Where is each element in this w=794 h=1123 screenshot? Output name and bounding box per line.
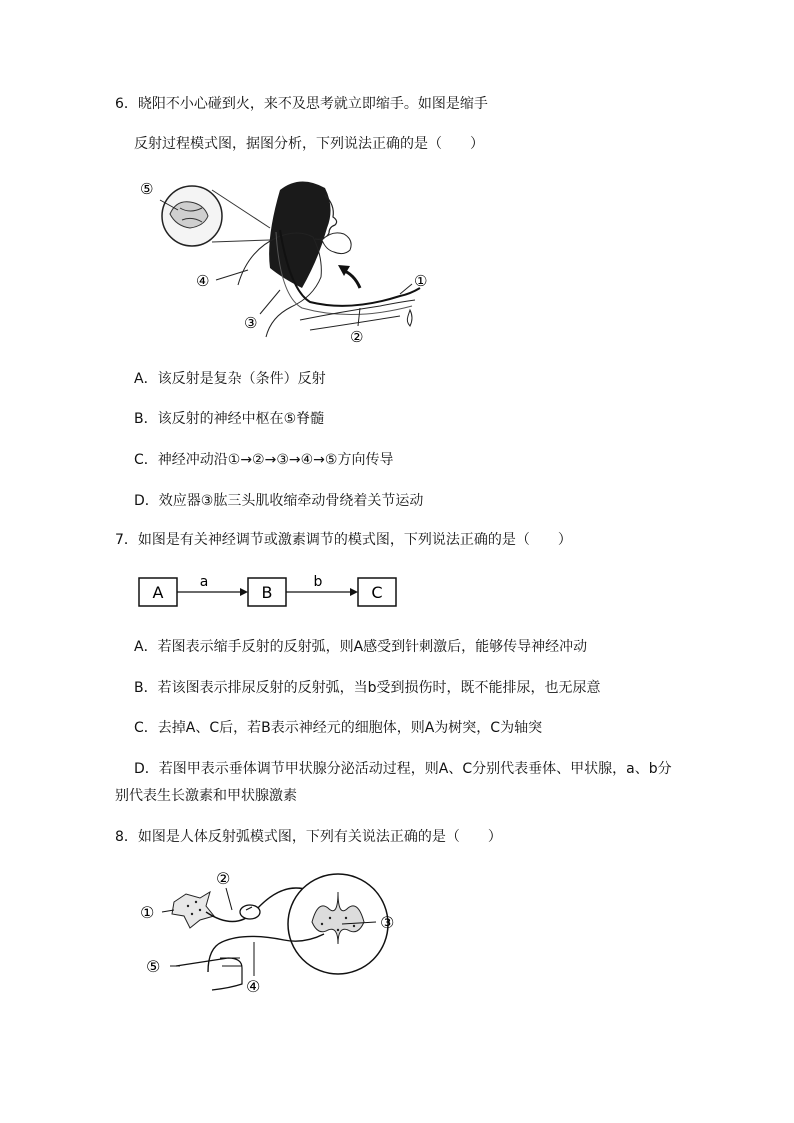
q8-label-3: ③: [380, 913, 395, 932]
q7-arrow-b-label: b: [313, 574, 323, 590]
q7-box-a-label: A: [152, 583, 164, 602]
q6-reflex-figure: [130, 170, 440, 350]
q6-stem-line2: 反射过程模式图，据图分析，下列说法正确的是（ ）: [134, 136, 484, 152]
q6-label-2: ②: [350, 328, 364, 346]
q6-option-b: B．该反射的神经中枢在⑤脊髓: [134, 411, 325, 427]
q8-stem: 8．如图是人体反射弧模式图，下列有关说法正确的是（ ）: [115, 829, 502, 845]
q8-reflex-arc-figure: [136, 862, 406, 1000]
q7-option-c: C．去掉A、C后，若B表示神经元的细胞体，则A为树突，C为轴突: [134, 720, 543, 736]
q7-option-d: D．若图甲表示垂体调节甲状腺分泌活动过程，则A、C分别代表垂体、甲状腺，a、b分: [134, 761, 672, 777]
q6-stem-line1: 6．晓阳不小心碰到火，来不及思考就立即缩手。如图是缩手: [115, 96, 488, 112]
q7-box-b-label: B: [261, 583, 273, 602]
q8-label-4: ④: [246, 977, 261, 996]
q7-option-a: A．若图表示缩手反射的反射弧，则A感受到针刺激后，能够传导神经冲动: [134, 639, 588, 655]
q7-option-b: B．若该图表示排尿反射的反射弧，当b受到损伤时，既不能排尿，也无尿意: [134, 680, 601, 696]
q7-box-c-label: C: [371, 583, 383, 602]
q7-option-d-continued: 别代表生长激素和甲状腺激素: [115, 788, 297, 804]
q7-stem: 7．如图是有关神经调节或激素调节的模式图，下列说法正确的是（ ）: [115, 532, 572, 548]
q6-option-a: A．该反射是复杂（条件）反射: [134, 371, 326, 387]
q7-arrow-a-label: a: [199, 574, 209, 590]
q7-flow-diagram: [136, 572, 400, 612]
q8-label-2: ②: [216, 869, 231, 888]
q6-label-5: ⑤: [140, 180, 154, 198]
q6-label-3: ③: [244, 314, 258, 332]
q8-label-1: ①: [140, 903, 155, 922]
ganglion: [240, 905, 260, 919]
receptor-skin: [172, 892, 214, 928]
q6-option-d: D．效应器③肱三头肌收缩牵动骨绕着关节运动: [134, 493, 424, 509]
q6-option-c: C．神经冲动沿①→②→③→④→⑤方向传导: [134, 452, 394, 468]
q6-label-1: ①: [414, 272, 428, 290]
q8-label-5: ⑤: [146, 957, 161, 976]
q6-label-4: ④: [196, 272, 210, 290]
